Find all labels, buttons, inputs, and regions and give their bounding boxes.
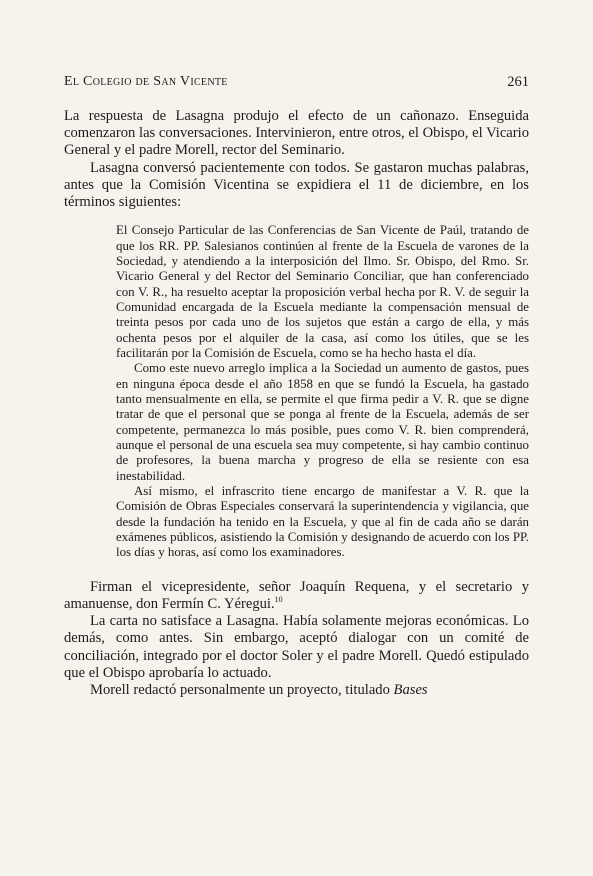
paragraph-2: Lasagna conversó pacientemente con todos. Se gastaron muchas palabras, antes que la Comisión Vicentina se expidiera el 11 de diciembre, en los términos siguientes:: [64, 159, 529, 211]
paragraph-5-text: Morell redactó personalmente un proyecto, titulado: [90, 682, 390, 698]
paragraph-3-text: Firman el vicepresidente, señor Joaquín Requena, y el secretario y amanuense, don Fermín C. Yéregui.: [64, 578, 529, 612]
quote-paragraph-3: Así mismo, el infrascrito tiene encargo de manifestar a V. R. que la Comisión de Obras Especiales conservará la superintendencia y vigilancia, que desde la fundación ha tenido en la Escuela, y que al fin de cada año se darán exámenes públicos, asistiendo la Comisión y designando de acuerdo con los PP. los días y horas, así como los examinadores.: [116, 484, 529, 560]
page-body: [64, 108, 529, 699]
page-number: 261: [507, 74, 529, 90]
quote-paragraph-2: Como este nuevo arreglo implica a la Sociedad un aumento de gastos, pues en ninguna época desde el año 1858 en que se fundó la Escuela, ha gastado tanto mensualmente en ella, se permite el que firma pedir a V. R. que se digne tratar de que el personal que se ponga al frente de la Escuela, además de ser competente, permanezca lo más posible, pues como V. R. bien comprenderá, aunque el personal de una escuela sea muy competente, si hay cambio continuo de profesores, la buena marcha y progreso de ella se resiente con esa inestabilidad.: [116, 361, 529, 483]
paragraph-3: [64, 579, 529, 613]
quote-paragraph-1: El Consejo Particular de las Conferencias de San Vicente de Paúl, tratando de que los RR. PP. Salesianos continúen al frente de la Escuela de varones de la Sociedad, y atendiendo a la interposición del Ilmo. Sr. Obispo, del Rmo. Sr. Vicario General y del Rector del Seminario Conciliar, que han conferenciado con V. R., ha resuelto aceptar la proposición verbal hecha por R. V. de seguir la Comunidad encargada de la Escuela mediante la compensación mensual de treinta pesos por cada uno de los sujetos que están a cargo de ella, y más ochenta pesos por el alquiler de la casa, así como los útiles, que se les facilitarán por la Comisión de Escuela, como se ha hecho hasta el día.: [116, 223, 529, 360]
footnote-reference: 10: [274, 595, 283, 605]
paragraph-5: [64, 682, 529, 699]
paragraph-4: La carta no satisface a Lasagna. Había solamente mejoras económicas. Lo demás, como antes. Sin embargo, aceptó dialogar con un comité de conciliación, integrado por el doctor Soler y el padre Morell. Quedó estipulado que el Obispo aprobaría lo actuado.: [64, 613, 529, 681]
page-header: [64, 74, 529, 94]
block-quote: [116, 223, 529, 561]
italic-title: Bases: [393, 682, 428, 698]
paragraph-1: La respuesta de Lasagna produjo el efecto de un cañonazo. Enseguida comenzaron las conversaciones. Intervinieron, entre otros, el Obispo, el Vicario General y el padre Morell, rector del Seminario.: [64, 108, 529, 159]
running-title: El Colegio de San Vicente: [64, 74, 228, 89]
